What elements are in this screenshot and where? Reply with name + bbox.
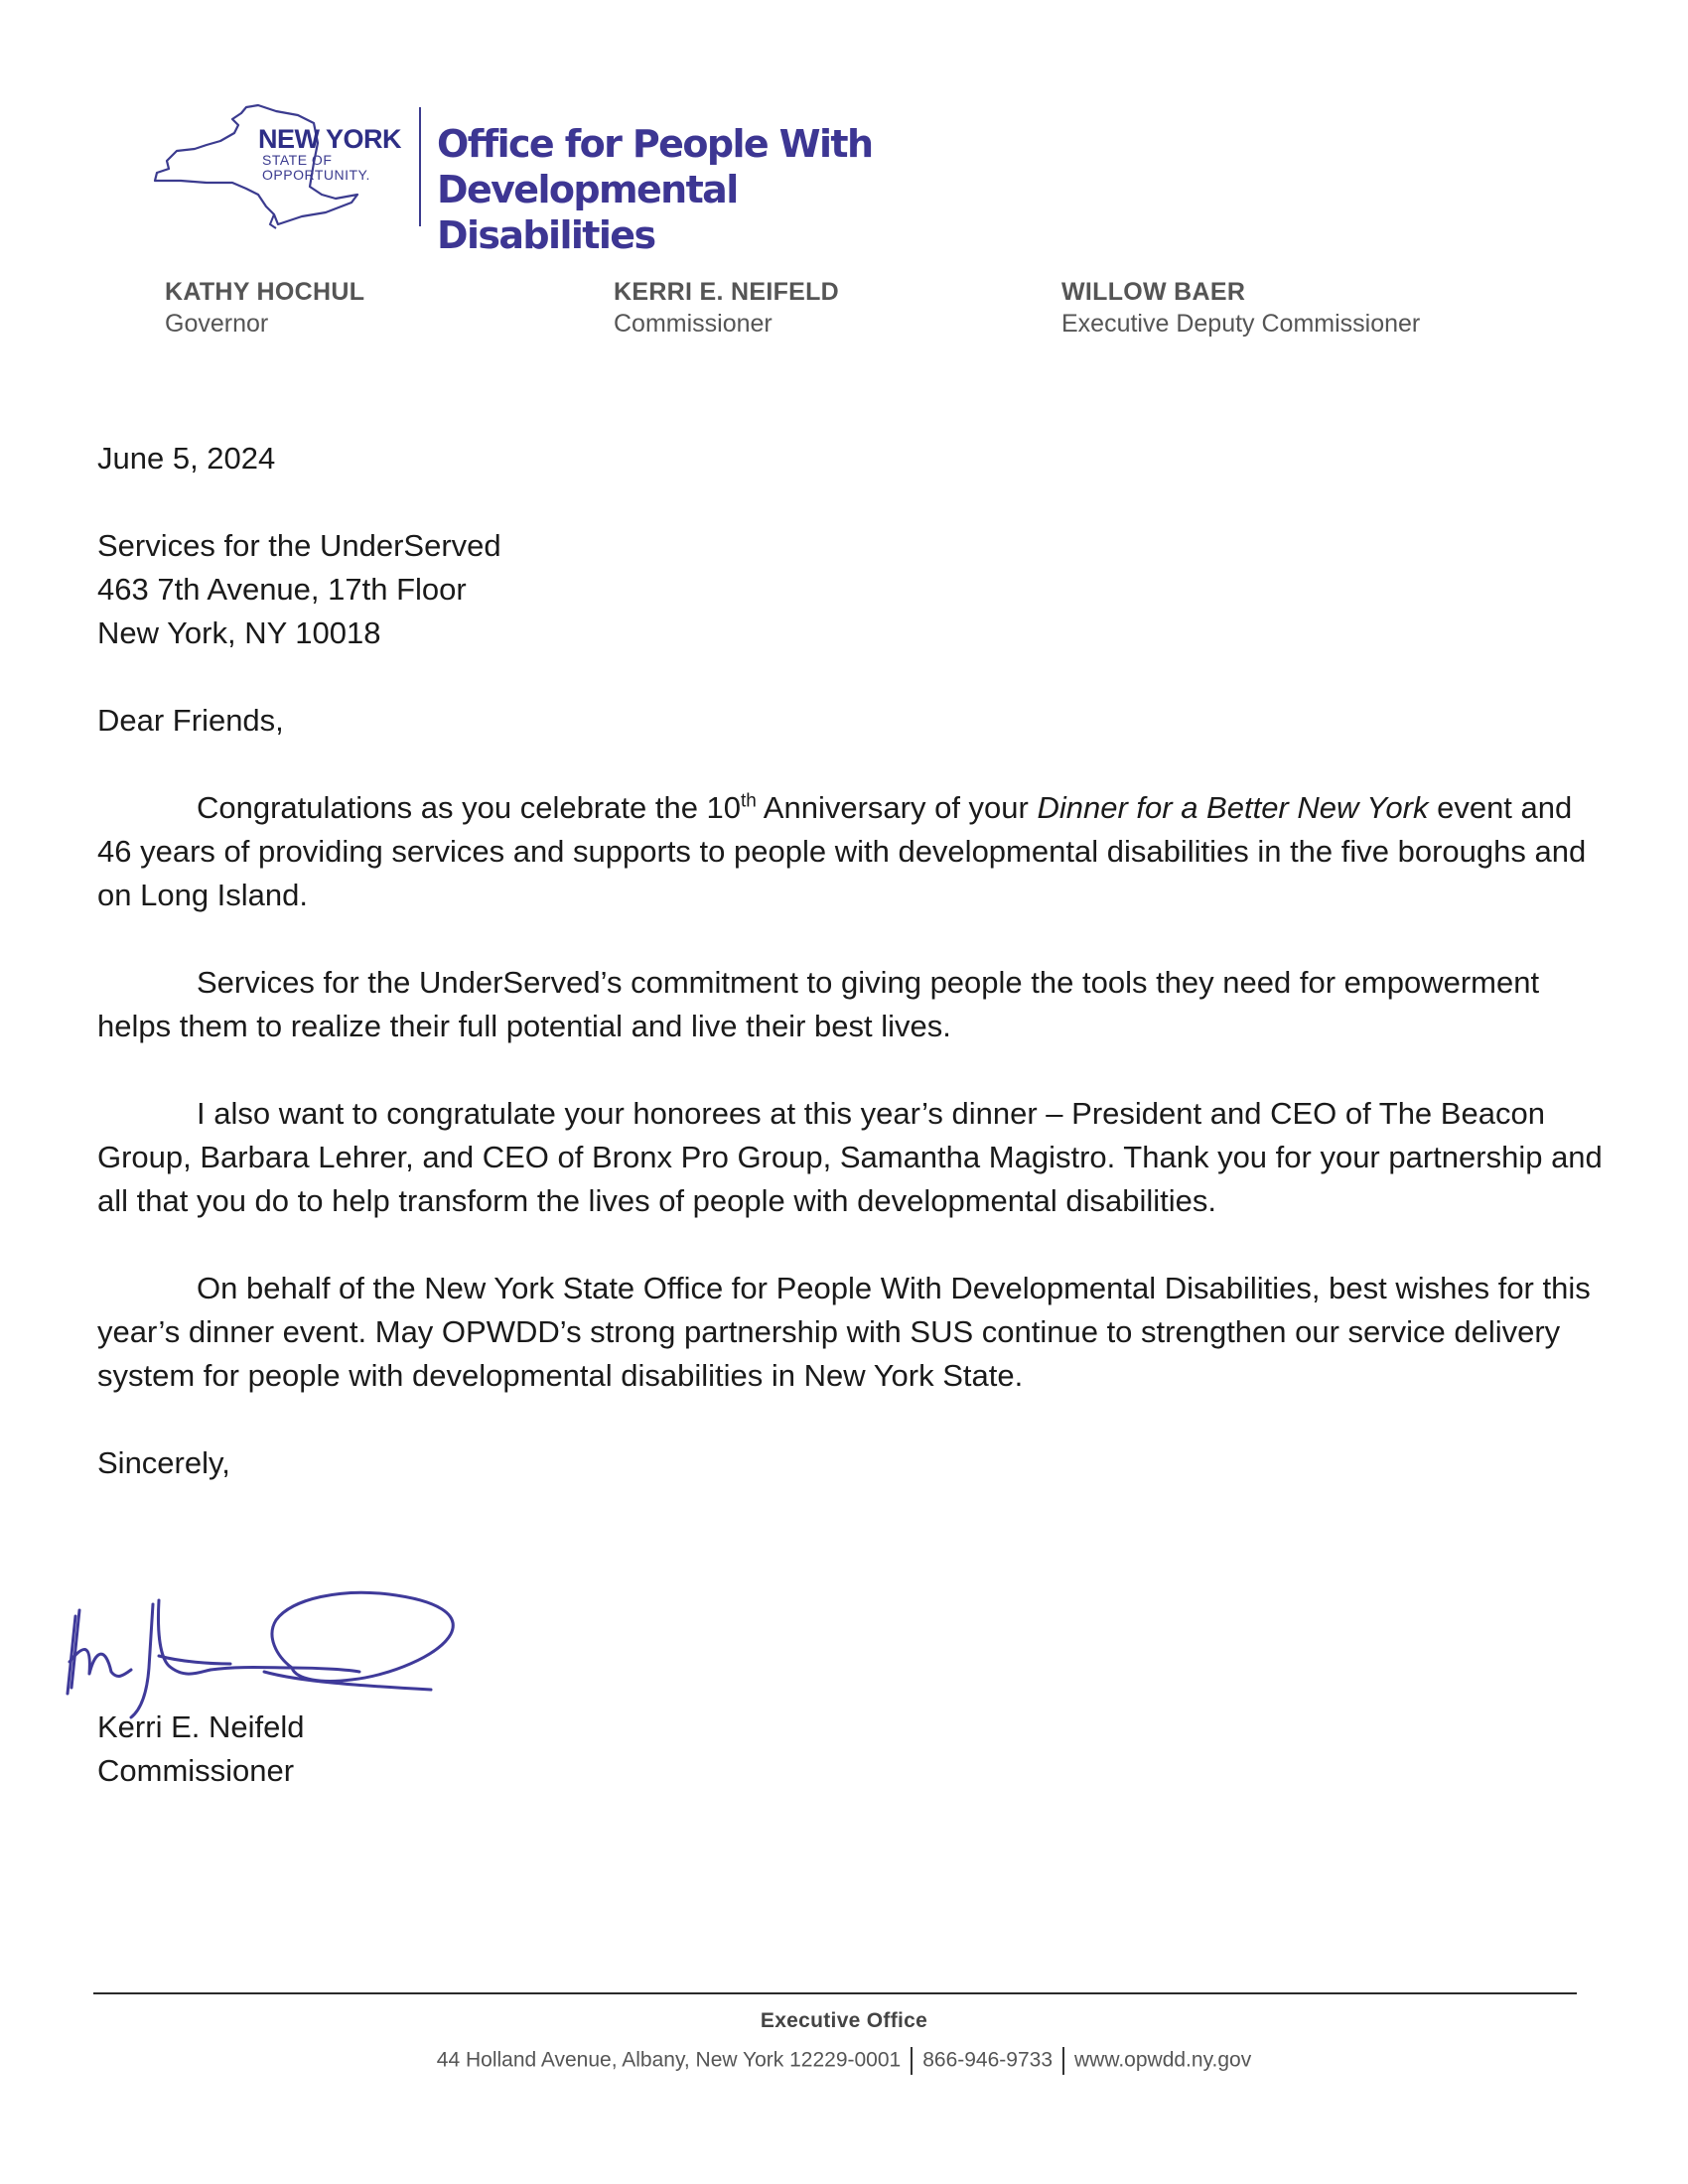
ordinal-suffix: th	[741, 790, 757, 812]
salutation: Dear Friends,	[97, 703, 284, 738]
paragraph-4: On behalf of the New York State Office for People With Developmental Disabilities, best wishes for this year’s dinner event. May OPWDD’s strong partnership with SUS continue to strengthen our service delivery system for people with developmental disabilities in New York State.	[97, 1271, 1591, 1393]
footer-office-name: Executive Office	[760, 2009, 928, 2032]
officials-row	[0, 276, 1688, 355]
paragraph-3: I also want to congratulate your honorees at this year’s dinner – President and CEO of The Beacon Group, Barbara Lehrer, and CEO of Bronx Pro Group, Samantha Magistro. Thank you for your partnership and all that you do to help transform the lives of people with developmental disabilities.	[97, 1096, 1603, 1218]
state-name: NEW YORK	[258, 124, 402, 154]
footer-website-link[interactable]: www.opwdd.ny.gov	[1074, 2048, 1252, 2072]
recipient-city: New York, NY 10018	[97, 615, 381, 650]
paragraph-1-part-b: Anniversary of your	[756, 790, 1038, 825]
signer-block	[97, 1706, 304, 1793]
letter-date: June 5, 2024	[97, 441, 276, 476]
official-deputy-commissioner	[1061, 276, 1420, 340]
footer-contact	[0, 2047, 1688, 2075]
letterhead	[147, 103, 961, 257]
recipient-org: Services for the UnderServed	[97, 528, 501, 563]
agency-name-line-2: Developmental Disabilities	[437, 168, 738, 257]
event-name: Dinner for a Better New York	[1037, 790, 1429, 825]
official-title: Executive Deputy Commissioner	[1061, 310, 1421, 338]
official-commissioner	[614, 276, 839, 340]
footer-separator	[1062, 2047, 1064, 2075]
paragraph-1-part-a: Congratulations as you celebrate the 10	[197, 790, 742, 825]
official-title: Commissioner	[614, 310, 773, 338]
signer-title: Commissioner	[97, 1753, 295, 1788]
letter-body	[97, 437, 1607, 1485]
agency-name-line-1: Office for People With	[437, 122, 873, 166]
new-york-state-logo-text	[258, 125, 401, 183]
paragraph-2: Services for the UnderServed’s commitment to giving people the tools they need for empowerment helps them to realize their full potential and live their best lives.	[97, 965, 1540, 1043]
agency-name	[437, 121, 961, 258]
state-tagline-1: STATE OF	[262, 152, 333, 168]
closing: Sincerely,	[97, 1445, 230, 1480]
footer-separator	[911, 2047, 913, 2075]
official-governor	[165, 276, 364, 340]
recipient-street: 463 7th Avenue, 17th Floor	[97, 572, 467, 607]
recipient-address	[97, 524, 1607, 655]
official-title: Governor	[165, 310, 269, 338]
paragraph-1-part-c: event and 46 years of providing services and supports to people with developmental disabilities in the five boroughs and on Long Island.	[97, 790, 1587, 912]
footer-address: 44 Holland Avenue, Albany, New York 12229-0001	[436, 2048, 902, 2072]
paragraph-1	[97, 786, 1607, 917]
footer-phone: 866-946-9733	[922, 2048, 1053, 2072]
official-name: KATHY HOCHUL	[165, 278, 365, 306]
official-name: WILLOW BAER	[1061, 278, 1246, 306]
signer-name: Kerri E. Neifeld	[97, 1709, 305, 1744]
official-name: KERRI E. NEIFELD	[614, 278, 840, 306]
state-tagline-2: OPPORTUNITY.	[262, 167, 370, 183]
footer-divider	[93, 1992, 1577, 1994]
handwritten-signature	[62, 1576, 498, 1725]
letterhead-divider	[419, 107, 421, 226]
